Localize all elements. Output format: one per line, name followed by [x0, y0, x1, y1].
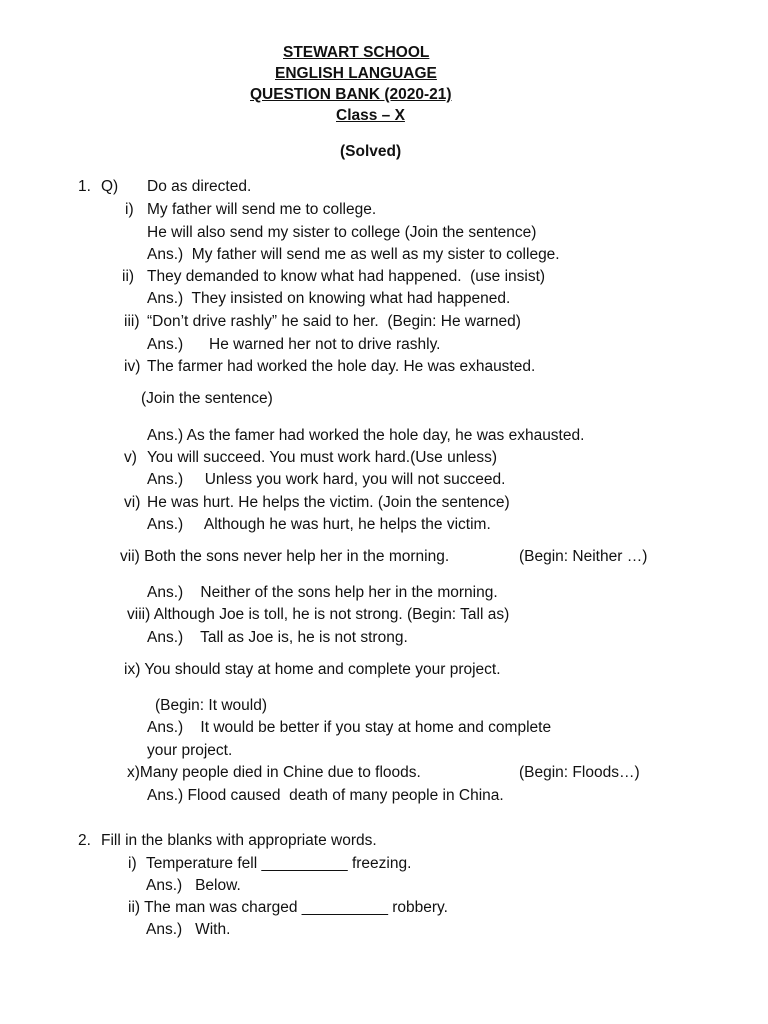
- q1-iii-text: “Don’t drive rashly” he said to her. (Begin: He warned): [147, 313, 521, 330]
- q1-number: 1.: [78, 178, 91, 195]
- question-bank-title: QUESTION BANK (2020-21): [250, 86, 452, 103]
- q1-iv-note: (Join the sentence): [141, 390, 273, 407]
- q1-i-number: i): [125, 201, 134, 218]
- q1-ix-begin: (Begin: It would): [155, 697, 267, 714]
- q1-vii-answer: Ans.) Neither of the sons help her in the morning.: [147, 584, 498, 601]
- school-name: STEWART SCHOOL: [283, 44, 430, 61]
- q1-x-answer: Ans.) Flood caused death of many people in China.: [147, 787, 504, 804]
- q2-i-number: i): [128, 855, 137, 872]
- q1-ii-text: They demanded to know what had happened. (use insist): [147, 268, 546, 285]
- q1-iv-number: iv): [124, 358, 141, 375]
- q1-iii-number: iii): [124, 313, 140, 330]
- q1-vii-text: vii) Both the sons never help her in the morning.: [120, 548, 450, 565]
- q2-title: Fill in the blanks with appropriate words.: [101, 832, 377, 849]
- q1-x-begin: (Begin: Floods…): [519, 764, 640, 781]
- q1-title: Do as directed.: [147, 178, 252, 195]
- q1-vii-begin: (Begin: Neither …): [519, 548, 648, 565]
- q1-v-text: You will succeed. You must work hard.(Use unless): [147, 449, 498, 466]
- q1-i-line1: My father will send me to college.: [147, 201, 377, 218]
- class-title: Class – X: [336, 107, 405, 124]
- q1-ix-answer-line2: your project.: [147, 742, 233, 759]
- q1-vi-text: He was hurt. He helps the victim. (Join the sentence): [147, 494, 510, 511]
- q1-iv-text: The farmer had worked the hole day. He was exhausted.: [147, 358, 536, 375]
- q1-vi-number: vi): [124, 494, 141, 511]
- q1-viii-text: viii) Although Joe is toll, he is not strong. (Begin: Tall as): [127, 606, 510, 623]
- q1-viii-answer: Ans.) Tall as Joe is, he is not strong.: [147, 629, 408, 646]
- q2-i-text: Temperature fell __________ freezing.: [146, 855, 412, 872]
- q1-iii-answer: Ans.) He warned her not to drive rashly.: [147, 336, 441, 353]
- q2-ii-answer: Ans.) With.: [146, 921, 231, 938]
- q1-ix-text: ix) You should stay at home and complete your project.: [124, 661, 501, 678]
- solved-label: (Solved): [340, 143, 402, 160]
- q1-ix-answer-line1: Ans.) It would be better if you stay at home and complete: [147, 719, 552, 736]
- q1-i-line2: He will also send my sister to college (Join the sentence): [147, 224, 537, 241]
- q1-ii-answer: Ans.) They insisted on knowing what had happened.: [147, 290, 511, 307]
- q1-vi-answer: Ans.) Although he was hurt, he helps the victim.: [147, 516, 491, 533]
- subject-title: ENGLISH LANGUAGE: [275, 65, 437, 82]
- q1-v-number: v): [124, 449, 137, 466]
- q1-iv-answer: Ans.) As the famer had worked the hole day, he was exhausted.: [147, 427, 585, 444]
- q1-ii-number: ii): [122, 268, 135, 285]
- q1-v-answer: Ans.) Unless you work hard, you will not succeed.: [147, 471, 506, 488]
- q2-i-answer: Ans.) Below.: [146, 877, 241, 894]
- q1-i-answer: Ans.) My father will send me as well as my sister to college.: [147, 246, 560, 263]
- q1-x-text: x)Many people died in Chine due to floods.: [127, 764, 421, 781]
- q2-number: 2.: [78, 832, 91, 849]
- q1-label: Q): [101, 178, 119, 195]
- q2-ii-text: ii) The man was charged __________ robbery.: [128, 899, 448, 916]
